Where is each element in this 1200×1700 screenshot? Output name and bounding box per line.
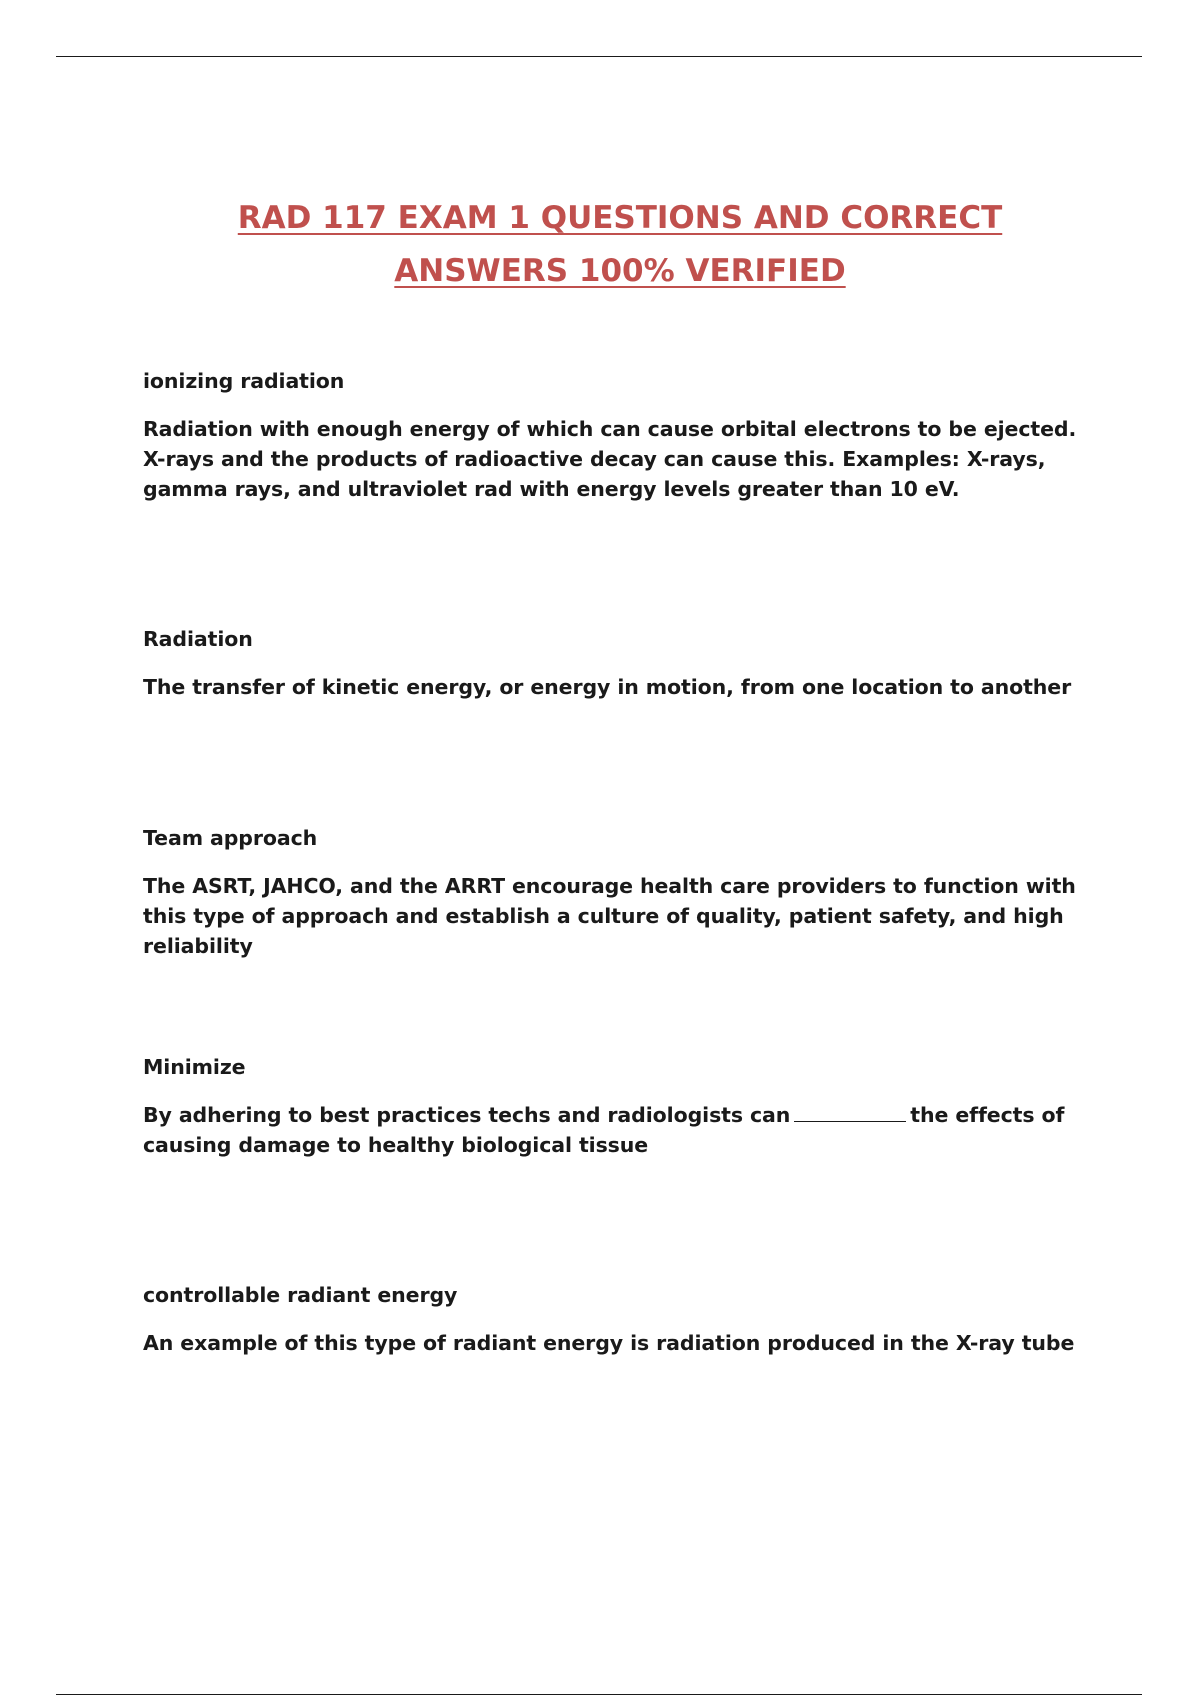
fill-in-blank [794,1101,906,1122]
term: controllable radiant energy [143,1283,458,1307]
term: Radiation [143,627,253,651]
qa-item-controllable-radiant-energy [143,1282,1103,1358]
definition-after-blank: the effects of causing damage to healthy biological tissue [143,1103,1065,1157]
term: Team approach [143,826,318,850]
definition: Radiation with enough energy of which can cause orbital electrons to be ejected. X-rays and the products of radioactive decay can cause this. Examples: X-rays, gamma rays, and ultraviolet rad with energy levels greater than 10 eV. [143,417,1077,501]
qa-item-minimize [143,1054,1103,1160]
top-rule [56,56,1142,57]
definition [143,1100,1103,1160]
document-title [0,192,1200,298]
qa-item-team-approach [143,825,1103,961]
definition-before-blank: By adhering to best practices techs and radiologists can [143,1103,791,1127]
qa-item-ionizing-radiation [143,368,1103,504]
term: Minimize [143,1055,246,1079]
bottom-rule [56,1694,1142,1695]
definition: An example of this type of radiant energy is radiation produced in the X-ray tube [143,1331,1075,1355]
title-line-1: RAD 117 EXAM 1 QUESTIONS AND CORRECT [237,200,1003,236]
term: ionizing radiation [143,369,345,393]
definition: The transfer of kinetic energy, or energy in motion, from one location to another [143,675,1072,699]
definition: The ASRT, JAHCO, and the ARRT encourage health care providers to function with this type of approach and establish a culture of quality, patient safety, and high reliability [143,874,1076,958]
qa-item-radiation [143,626,1103,702]
title-line-2: ANSWERS 100% VERIFIED [394,253,846,289]
